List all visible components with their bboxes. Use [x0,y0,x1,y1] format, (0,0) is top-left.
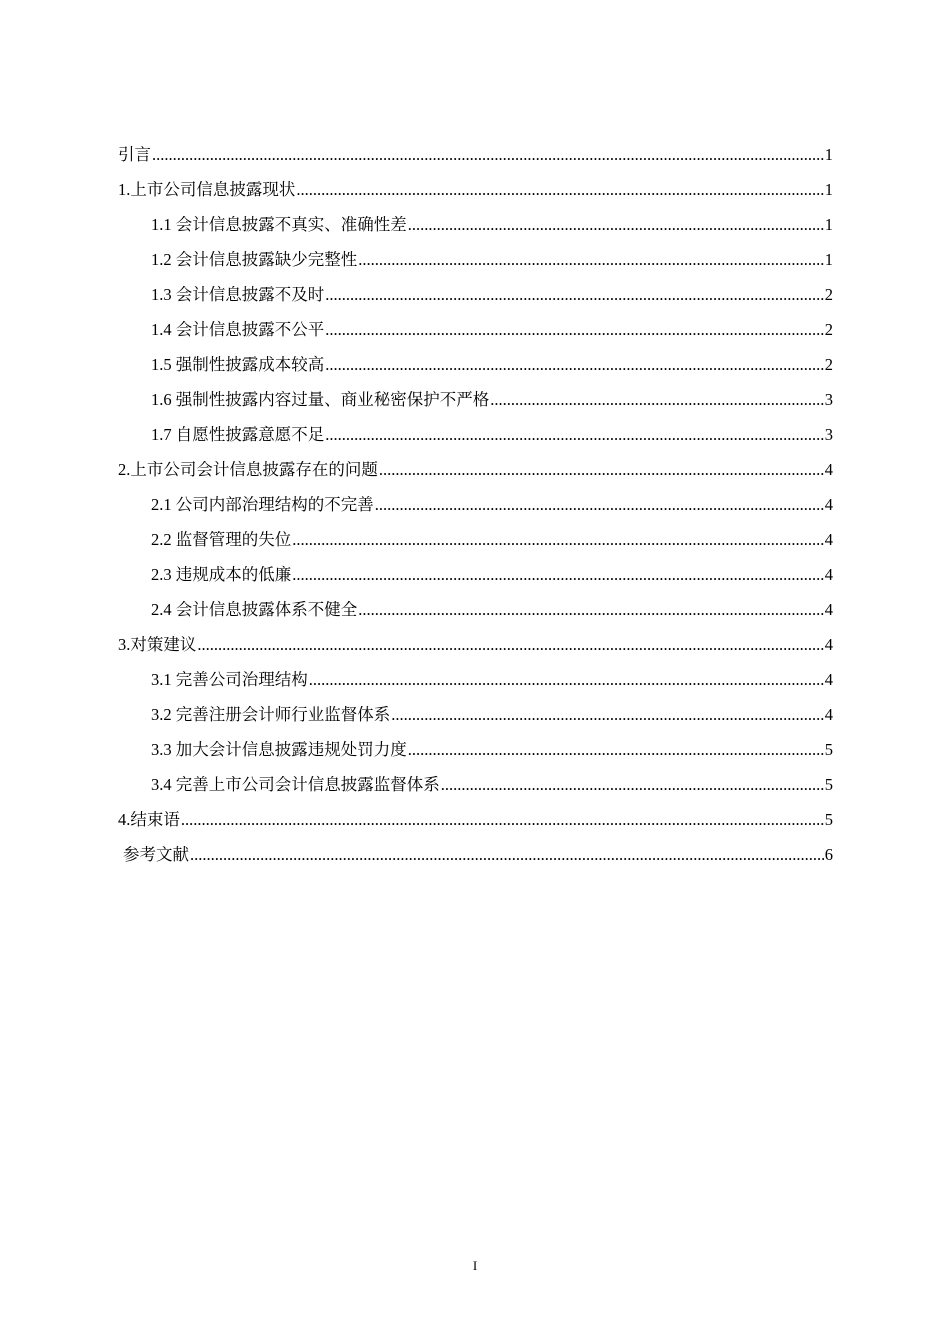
toc-entry-title: 1.3 会计信息披露不及时 [151,285,325,304]
toc-entry-page: 2 [824,320,833,339]
page-number: I [472,1258,478,1273]
toc-dot-leader [375,487,824,522]
toc-entry-title: 4.结束语 [118,810,180,829]
toc-entry-page: 1 [824,215,833,234]
toc-entry-section-2[interactable] [118,452,833,487]
toc-entry-title: 2.2 监督管理的失位 [151,530,292,549]
toc-dot-leader [197,627,823,662]
toc-entry-page: 4 [824,705,833,724]
toc-entry-page: 2 [824,355,833,374]
toc-dot-leader [391,697,824,732]
toc-dot-leader [325,277,824,312]
toc-entry-title: 3.2 完善注册会计师行业监督体系 [151,705,391,724]
toc-dot-leader [190,837,824,872]
toc-entry-section-2-2[interactable] [118,522,833,557]
toc-dot-leader [152,137,824,172]
toc-dot-leader [408,732,824,767]
toc-entry-title: 1.2 会计信息披露缺少完整性 [151,250,358,269]
toc-entry-page: 3 [824,425,833,444]
toc-entry-title: 3.4 完善上市公司会计信息披露监督体系 [151,775,440,794]
toc-dot-leader [441,767,824,802]
toc-dot-leader [379,452,824,487]
toc-entry-title: 3.3 加大会计信息披露违规处罚力度 [151,740,407,759]
toc-entry-section-1-1[interactable] [118,207,833,242]
toc-entry-references[interactable] [118,837,833,872]
toc-entry-page: 1 [824,250,833,269]
toc-entry-section-3[interactable] [118,627,833,662]
toc-entry-section-1-5[interactable] [118,347,833,382]
toc-dot-leader [309,662,824,697]
toc-entry-page: 4 [824,530,833,549]
toc-dot-leader [358,592,824,627]
toc-dot-leader [325,347,824,382]
toc-entry-title: 1.6 强制性披露内容过量、商业秘密保护不严格 [151,390,490,409]
toc-entry-section-1[interactable] [118,172,833,207]
toc-entry-section-1-3[interactable] [118,277,833,312]
toc-entry-title: 3.1 完善公司治理结构 [151,670,308,689]
toc-entry-page: 5 [824,775,833,794]
toc-dot-leader [358,242,824,277]
toc-dot-leader [490,382,824,417]
toc-dot-leader [325,312,824,347]
toc-entry-section-2-1[interactable] [118,487,833,522]
toc-entry-page: 5 [824,810,833,829]
toc-entry-page: 1 [824,180,833,199]
toc-entry-page: 4 [824,565,833,584]
toc-entry-title: 参考文献 [123,845,189,864]
toc-entry-section-3-4[interactable] [118,767,833,802]
toc-entry-page: 4 [824,635,833,654]
toc-dot-leader [296,172,823,207]
toc-dot-leader [292,522,824,557]
toc-entry-title: 2.上市公司会计信息披露存在的问题 [118,460,378,479]
toc-entry-page: 3 [824,390,833,409]
toc-entry-title: 3.对策建议 [118,635,197,654]
toc-entry-title: 2.3 违规成本的低廉 [151,565,292,584]
toc-entry-section-4[interactable] [118,802,833,837]
toc-dot-leader [408,207,824,242]
toc-entry-section-1-7[interactable] [118,417,833,452]
toc-entry-section-2-4[interactable] [118,592,833,627]
toc-entry-section-3-3[interactable] [118,732,833,767]
toc-entry-section-3-2[interactable] [118,697,833,732]
toc-entry-page: 2 [824,285,833,304]
toc-entry-page: 4 [824,460,833,479]
toc-entry-title: 1.7 自愿性披露意愿不足 [151,425,325,444]
toc-entry-title: 1.4 会计信息披露不公平 [151,320,325,339]
toc-entry-title: 1.5 强制性披露成本较高 [151,355,325,374]
toc-entry-page: 4 [824,670,833,689]
toc-entry-page: 1 [824,145,833,164]
toc-entry-page: 5 [824,740,833,759]
toc-dot-leader [325,417,824,452]
toc-entry-page: 4 [824,495,833,514]
toc-dot-leader [181,802,824,837]
toc-entry-section-1-2[interactable] [118,242,833,277]
toc-entry-section-1-4[interactable] [118,312,833,347]
toc-entry-title: 引言 [118,145,151,164]
toc-entry-title: 1.上市公司信息披露现状 [118,180,296,199]
table-of-contents [118,137,833,872]
toc-entry-section-1-6[interactable] [118,382,833,417]
toc-entry-section-2-3[interactable] [118,557,833,592]
toc-entry-title: 2.4 会计信息披露体系不健全 [151,600,358,619]
toc-entry-title: 2.1 公司内部治理结构的不完善 [151,495,374,514]
toc-dot-leader [292,557,824,592]
toc-entry-introduction[interactable] [118,137,833,172]
toc-entry-page: 6 [824,845,833,864]
toc-entry-title: 1.1 会计信息披露不真实、准确性差 [151,215,407,234]
toc-entry-page: 4 [824,600,833,619]
toc-entry-section-3-1[interactable] [118,662,833,697]
